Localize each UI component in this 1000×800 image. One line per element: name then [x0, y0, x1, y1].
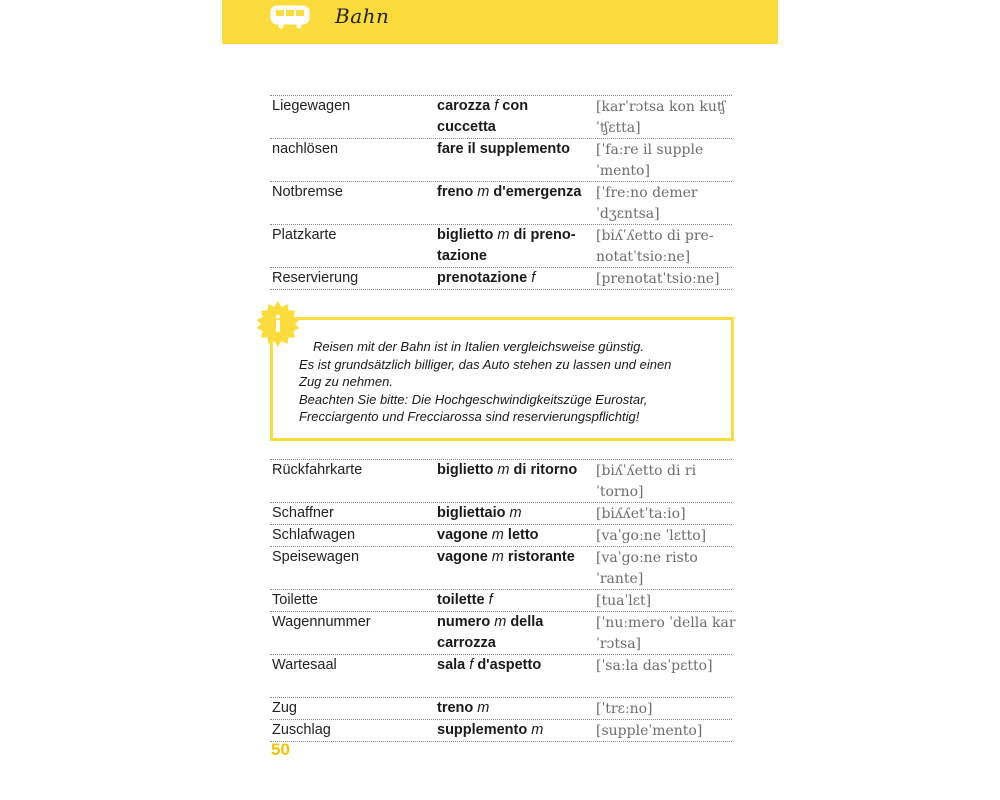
- vocab-table-top: [270, 95, 732, 290]
- pronunciation: [ˈnuːmero ˈdella karˈrɔtsa]: [596, 615, 736, 652]
- table-row: [270, 525, 732, 547]
- dictionary-page: [222, 0, 778, 800]
- info-text: Reisen mit der Bahn ist in Italien vergleichsweise günstig. Es ist grundsätzlich billiger, das Auto stehen zu lassen und einen Zug zu nehmen. Beachten Sie bitte: Die Hochgeschwindigkeitszüge Eurostar, Frecciargento und Frecciarossa sind reservierungspflichtig!: [299, 339, 672, 424]
- german-term: Zug: [272, 700, 297, 716]
- table-row: [270, 182, 732, 225]
- german-term: Schaffner: [272, 505, 334, 521]
- italian-term: sala f d'aspetto: [437, 657, 542, 673]
- page-number: 50: [271, 740, 290, 759]
- german-term: Wagennummer: [272, 614, 371, 630]
- pronunciation: [biʎˈʎetto di riˈtorno]: [596, 463, 697, 500]
- italian-term: freno m d'emergenza: [437, 184, 582, 200]
- german-term: Toilette: [272, 592, 318, 608]
- pronunciation: [vaˈgoːne ristoˈrante]: [596, 550, 698, 587]
- german-term: nachlösen: [272, 141, 339, 157]
- table-row: [270, 655, 732, 698]
- info-icon: [255, 301, 301, 347]
- table-row: [270, 720, 732, 742]
- pronunciation: [suppleˈmento]: [596, 723, 703, 739]
- table-row: [270, 698, 732, 720]
- table-row: [270, 268, 732, 290]
- german-term: Platzkarte: [272, 227, 337, 243]
- german-term: Rückfahrkarte: [272, 462, 363, 478]
- pronunciation: [ˈfreːno demerˈdʒɛntsa]: [596, 185, 698, 222]
- german-term: Speisewagen: [272, 549, 360, 565]
- table-row: [270, 547, 732, 590]
- table-row: [270, 225, 732, 268]
- pronunciation: [ˈsaːla dasˈpɛtto]: [596, 658, 713, 674]
- italian-term: numero m della carrozza: [437, 614, 544, 651]
- italian-term: carozza f con cuccetta: [437, 98, 529, 135]
- info-box: [270, 317, 734, 441]
- italian-term: fare il supplemento: [437, 141, 570, 157]
- italian-term: bigliettaio m: [437, 505, 522, 521]
- pronunciation: [ˈtrɛːno]: [596, 701, 653, 717]
- vocab-table-bottom: [270, 459, 736, 742]
- italian-term: vagone m ristorante: [437, 549, 575, 565]
- german-term: Liegewagen: [272, 98, 351, 114]
- german-term: Wartesaal: [272, 657, 337, 673]
- table-row: [270, 95, 732, 139]
- pronunciation: [ˈfaːre il suppleˈmento]: [596, 142, 704, 179]
- german-term: Reservierung: [272, 270, 359, 286]
- info-badge-letter: i: [274, 313, 282, 338]
- german-term: Schlafwagen: [272, 527, 356, 543]
- table-row: [270, 612, 736, 655]
- table-row: [270, 459, 732, 503]
- table-row: [270, 139, 732, 182]
- german-term: Zuschlag: [272, 722, 331, 738]
- pronunciation: [biʎˈʎetto di prenotatˈtsioːne]: [596, 228, 714, 265]
- german-term: Notbremse: [272, 184, 343, 200]
- italian-term: treno m: [437, 700, 490, 716]
- italian-term: biglietto m di prenotazione: [437, 227, 576, 264]
- italian-term: toilette f: [437, 592, 493, 608]
- train-icon: [270, 5, 310, 29]
- italian-term: supplemento m: [437, 722, 544, 738]
- section-header: [222, 0, 778, 44]
- table-row: [270, 503, 732, 525]
- italian-term: prenotazione f: [437, 270, 536, 286]
- pronunciation: [karˈrɔtsa kon kuʧˈʧɛtta]: [596, 99, 726, 136]
- pronunciation: [vaˈgoːne ˈlɛtto]: [596, 528, 707, 544]
- pronunciation: [biʎʎetˈtaːio]: [596, 506, 686, 522]
- pronunciation: [prenotatˈtsioːne]: [596, 271, 720, 287]
- table-row: [270, 590, 732, 612]
- italian-term: vagone m letto: [437, 527, 539, 543]
- section-title: Bahn: [335, 4, 390, 28]
- italian-term: biglietto m di ritorno: [437, 462, 578, 478]
- pronunciation: [tuaˈlɛt]: [596, 593, 652, 609]
